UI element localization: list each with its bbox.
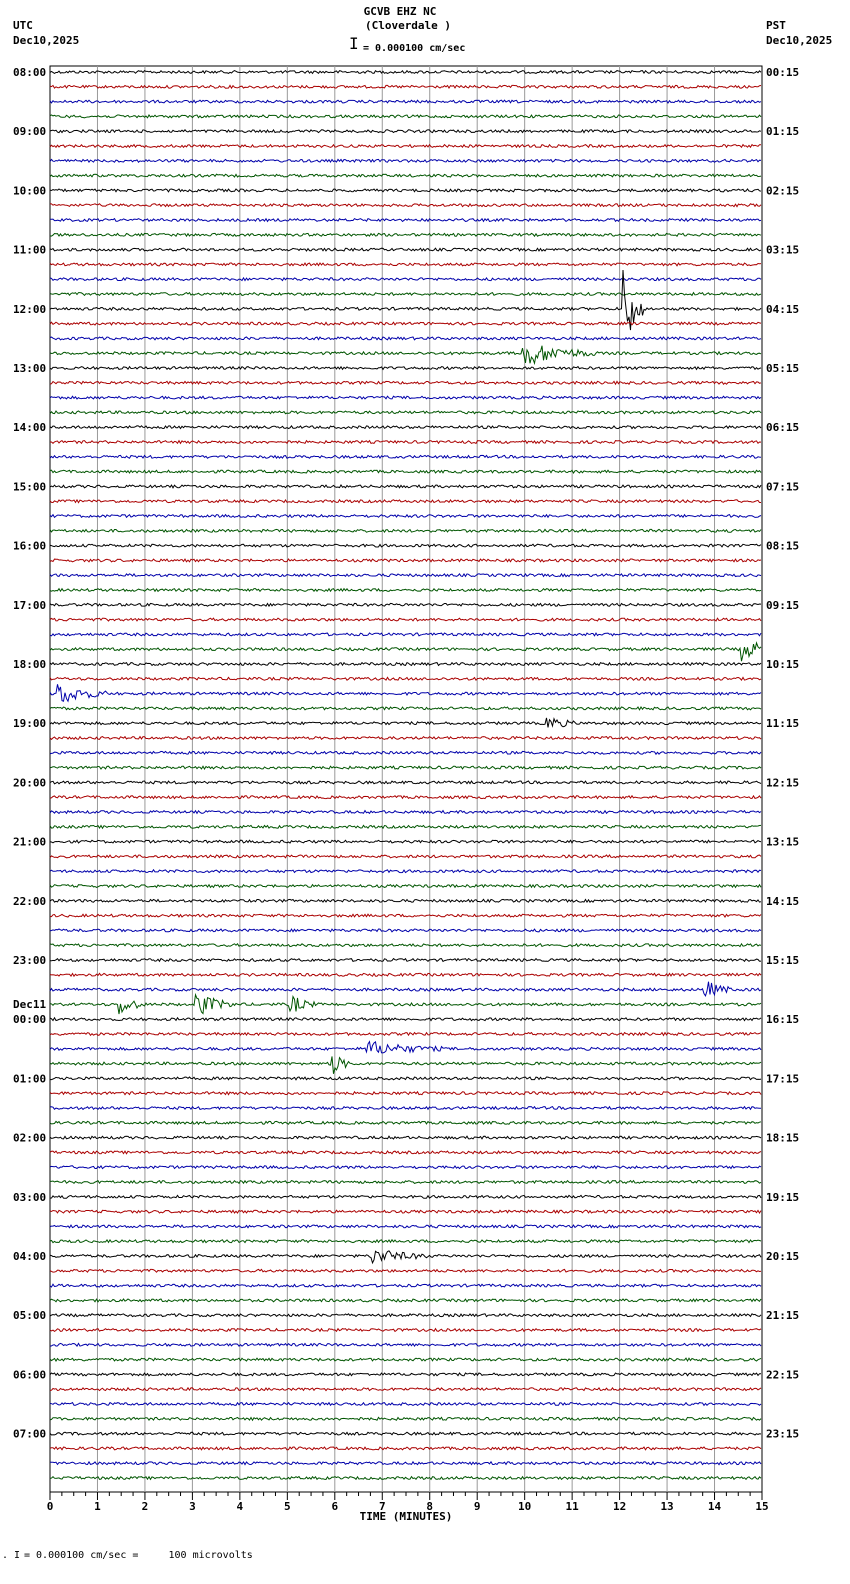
utc-hour-label: 13:00 [13,362,47,375]
seismic-trace [50,796,761,799]
seismic-trace [50,840,761,843]
pst-date-label: Dec10,2025 [766,34,833,47]
utc-hour-label: 00:00 [13,1013,47,1027]
utc-hour-label: 01:00 [13,1072,47,1086]
seismic-trace [50,959,761,962]
seismic-trace [50,643,761,661]
seismic-trace [50,825,761,828]
scale-bar-icon: I [349,34,359,53]
seismic-trace [50,1166,761,1169]
seismic-trace [50,1107,761,1110]
seismic-trace [50,1151,761,1154]
seismic-trace [50,855,761,858]
utc-hour-label: 04:00 [13,1250,47,1263]
utc-hour-label: 09:00 [13,125,47,139]
x-tick-label: 0 [46,1500,54,1513]
seismic-trace [50,426,761,429]
seismic-trace [50,1417,761,1420]
seismic-trace [50,263,761,266]
seismic-trace [50,574,761,577]
seismic-trace [50,684,761,701]
pst-hour-label: 21:15 [766,1309,800,1323]
x-tick-label: 15 [755,1500,769,1513]
seismic-trace [50,751,761,754]
seismic-trace [50,1358,761,1361]
seismic-trace [50,1462,761,1465]
pst-hour-label: 00:15 [766,66,800,79]
pst-hour-label: 03:15 [766,243,800,257]
pst-hour-label: 05:15 [766,362,800,375]
x-axis-label: TIME (MINUTES) [359,1510,453,1523]
seismic-trace [50,1077,761,1080]
seismic-trace [50,1251,761,1263]
seismic-trace [50,219,761,222]
x-tick-label: 2 [141,1500,149,1513]
pst-hour-label: 20:15 [766,1250,800,1263]
seismic-trace [50,1284,761,1287]
seismic-trace [50,485,761,488]
seismic-trace [50,766,761,769]
utc-hour-label: 21:00 [13,835,47,849]
seismic-trace [50,100,761,103]
seismic-trace [50,529,761,532]
x-tick-label: 7 [378,1500,386,1513]
seismic-trace [50,737,761,740]
seismic-trace [50,367,761,370]
seismic-trace [50,1240,761,1243]
utc-hour-label: 03:00 [13,1190,47,1204]
scale-bar-small-icon: . I [2,1550,21,1561]
seismic-trace [50,1373,761,1376]
seismic-trace [50,204,761,207]
utc-hour-label: 10:00 [13,184,47,198]
x-tick-label: 3 [189,1500,196,1513]
utc-date-label: Dec10,2025 [13,34,80,47]
pst-hour-label: 11:15 [766,717,800,731]
seismic-trace [50,1195,761,1198]
seismic-trace [50,293,761,296]
seismic-trace [50,677,761,680]
utc-hour-label: 11:00 [13,243,47,257]
seismic-trace [50,337,761,340]
pst-hour-label: 18:15 [766,1131,800,1145]
seismic-trace [50,559,761,562]
seismic-trace [50,470,761,473]
seismic-trace [50,982,761,996]
seismic-trace [50,1018,761,1021]
seismic-trace [50,1210,761,1213]
seismic-trace [50,929,761,932]
station-label: GCVB EHZ NC [363,5,437,18]
seismic-trace [50,1121,761,1124]
x-tick-label: 5 [284,1500,291,1513]
pst-zone-label: PST [766,19,786,32]
seismic-trace [50,995,761,1014]
seismic-trace [50,718,761,728]
seismic-trace [50,278,761,281]
scale-label: = 0.000100 cm/sec [363,43,466,54]
seismic-trace [50,1269,761,1272]
seismic-trace [50,973,761,976]
seismic-trace [50,189,761,192]
utc-hour-label: 22:00 [13,894,47,908]
utc-hour-label: 06:00 [13,1368,47,1382]
seismic-trace [50,455,761,458]
pst-hour-label: 15:15 [766,954,800,967]
seismic-trace [50,781,761,784]
seismic-trace [50,1299,761,1302]
x-tick-label: 11 [565,1500,579,1513]
pst-hour-label: 08:15 [766,539,800,553]
seismic-trace [50,633,761,636]
pst-hour-label: 13:15 [766,835,800,849]
pst-hour-label: 14:15 [766,894,800,908]
pst-hour-label: 19:15 [766,1190,800,1204]
pst-hour-label: 10:15 [766,658,800,671]
x-tick-label: 12 [612,1500,627,1513]
pst-hour-label: 04:15 [766,302,800,316]
seismic-trace [50,1092,761,1095]
utc-hour-label: 14:00 [13,421,47,435]
pst-hour-label: 06:15 [766,421,800,435]
utc-zone-label: UTC [13,19,33,32]
seismic-trace [50,870,761,873]
seismic-trace [50,707,761,710]
utc-hour-label: 20:00 [13,776,47,790]
seismic-trace [50,381,761,384]
seismic-trace [50,1033,761,1036]
pst-hour-label: 02:15 [766,184,800,198]
pst-hour-label: 07:15 [766,480,800,494]
seismic-trace [50,248,761,251]
x-tick-label: 8 [426,1500,434,1513]
x-tick-label: 10 [518,1500,532,1513]
utc-hour-label: 05:00 [13,1309,47,1323]
utc-hour-label: 02:00 [13,1131,47,1145]
seismic-trace [50,500,761,503]
seismic-trace [50,233,761,236]
x-tick-label: 6 [331,1500,339,1513]
seismic-trace [50,346,761,364]
seismic-trace [50,914,761,917]
seismic-trace [50,174,761,177]
seismic-trace [50,441,761,444]
seismic-trace [50,515,761,518]
utc-hour-label: 07:00 [13,1427,47,1441]
seismic-trace [50,1477,761,1480]
seismic-trace [50,1225,761,1228]
seismic-trace [50,944,761,947]
seismic-trace [50,1314,761,1317]
seismic-trace [50,270,761,330]
seismic-trace [50,544,761,547]
seismic-trace [50,1181,761,1184]
x-tick-label: 14 [707,1500,722,1513]
seismic-trace [50,603,761,606]
seismic-trace [50,811,761,814]
footer-scale-note: = 0.000100 cm/sec = 100 microvolts [24,1550,253,1561]
pst-hour-label: 12:15 [766,776,800,790]
seismic-trace [50,1403,761,1406]
pst-hour-label: 22:15 [766,1368,800,1382]
utc-hour-label: 23:00 [13,954,47,967]
seismic-trace [50,885,761,888]
seismic-trace [50,1447,761,1450]
location-label: (Cloverdale ) [364,19,452,32]
seismic-trace [50,1343,761,1346]
seismic-trace [50,1388,761,1391]
pst-hour-label: 17:15 [766,1072,800,1086]
utc-hour-label: 19:00 [13,717,47,731]
x-tick-label: 9 [473,1500,481,1513]
utc-hour-label: 12:00 [13,302,47,316]
seismic-trace [50,1042,761,1053]
seismic-trace [50,115,761,118]
seismic-trace [50,145,761,148]
pst-hour-label: 09:15 [766,598,800,612]
seismic-trace [50,618,761,621]
seismic-trace [50,411,761,414]
pst-hour-label: 23:15 [766,1427,800,1441]
utc-hour-label: 15:00 [13,480,47,494]
utc-hour-label: 18:00 [13,658,47,671]
pst-hour-label: 16:15 [766,1013,800,1027]
x-tick-label: 13 [660,1500,674,1513]
seismic-trace [50,396,761,399]
seismic-trace [50,1432,761,1435]
seismic-trace [50,663,761,666]
seismic-trace [50,85,761,88]
x-tick-label: 4 [236,1500,244,1513]
seismic-trace [50,71,761,74]
seismic-trace [50,1136,761,1139]
date-change-label: Dec11 [13,998,47,1012]
seismic-trace [50,159,761,162]
utc-hour-label: 16:00 [13,539,47,553]
seismic-trace [50,899,761,902]
seismic-trace [50,322,761,325]
seismic-trace [50,589,761,592]
seismic-trace [50,1056,761,1073]
seismic-trace [50,130,761,133]
pst-hour-label: 01:15 [766,125,800,139]
x-tick-label: 1 [94,1500,101,1513]
seismic-trace [50,1329,761,1332]
utc-hour-label: 17:00 [13,598,47,612]
utc-hour-label: 08:00 [13,66,47,79]
